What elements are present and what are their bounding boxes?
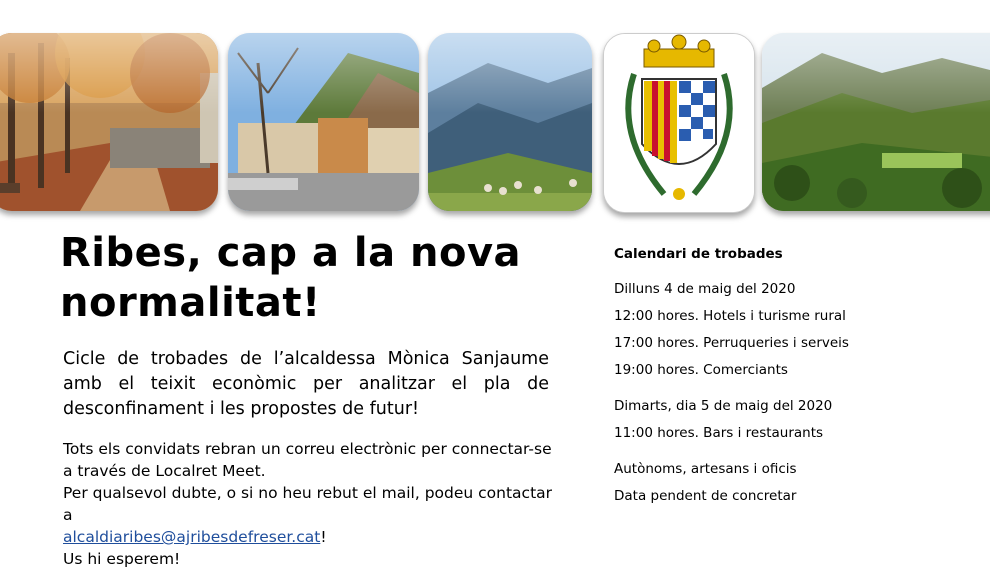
info-line-2: a través de Localret Meet. xyxy=(63,462,266,480)
contact-line xyxy=(63,526,558,548)
info-line-4: Us hi esperem! xyxy=(63,550,181,568)
info-block xyxy=(63,438,558,570)
calendar-title: Calendari de trobades xyxy=(614,246,783,262)
contact-email-link[interactable]: alcaldiaribes@ajribesdefreser.cat xyxy=(63,528,321,546)
calendar-item: 11:00 hores. Bars i restaurants xyxy=(614,425,824,441)
calendar-pending-note: Data pendent de concretar xyxy=(614,488,797,504)
calendar-item: 19:00 hores. Comerciants xyxy=(614,362,788,378)
calendar-day-1: Dilluns 4 de maig del 2020 xyxy=(614,281,796,297)
page-title xyxy=(60,228,530,328)
title-line-2: normalitat! xyxy=(60,280,321,326)
lead-paragraph: Cicle de trobades de l’alcaldessa Mònica Sanjaume amb el teixit econòmic per analitzar el pla de desconfinament i les propostes de futur! xyxy=(63,349,549,419)
info-line-1: Tots els convidats rebran un correu electrònic per connectar-se xyxy=(63,440,552,458)
green-valley-landscape-photo xyxy=(762,33,990,211)
meeting-calendar xyxy=(614,246,914,510)
autumn-promenade-photo xyxy=(0,33,218,211)
contact-suffix: ! xyxy=(320,528,327,546)
calendar-day-2: Dimarts, dia 5 de maig del 2020 xyxy=(614,398,833,414)
calendar-item: 12:00 hores. Hotels i turisme rural xyxy=(614,308,846,324)
title-line-1: Ribes, cap a la nova xyxy=(60,230,522,276)
town-square-photo xyxy=(228,33,419,211)
calendar-item: 17:00 hores. Perruqueries i serveis xyxy=(614,335,849,351)
info-line-3: Per qualsevol dubte, o si no heu rebut el mail, podeu contactar a xyxy=(63,484,553,524)
calendar-pending-group: Autònoms, artesans i oficis xyxy=(614,461,797,477)
mountain-valley-sheep-photo xyxy=(428,33,592,211)
municipal-coat-of-arms xyxy=(603,33,755,213)
